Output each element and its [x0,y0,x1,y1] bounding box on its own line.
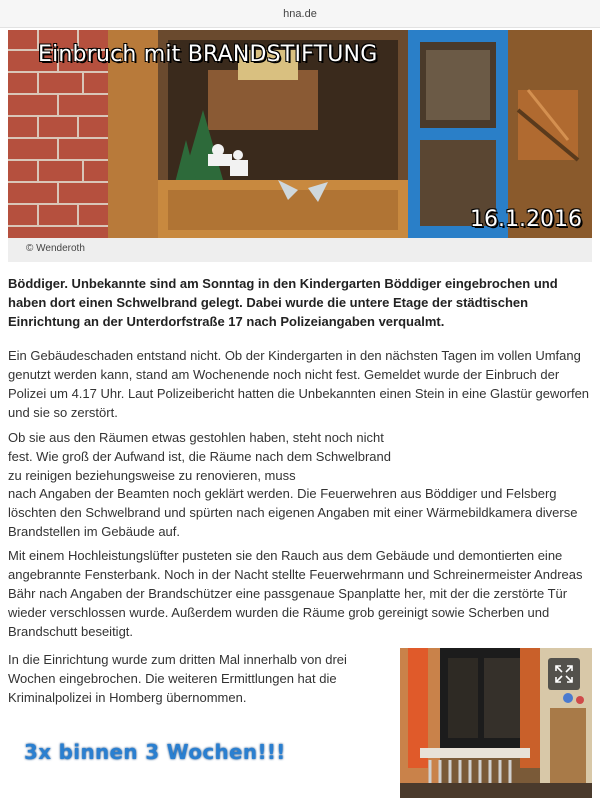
article-paragraph-3: Mit einem Hochleistungslüfter pusteten sie den Rauch aus dem Gebäude und demontierten eine angebrannte Fensterbank. Noch in der Nacht stellte Feuerwehrmann und Schreinermeister Andreas Bähr nach Angaben der Brandschützer eine passgenaue Spanplatte her, mit der die zerstörte Tür wieder verschlossen wurde. Außerdem wurden die Räume grob gereinigt sowie Scherben und Brandschutt beseitigt. [8,548,583,639]
image-credit: © Wenderoth [26,243,85,254]
article-paragraph-2-part-1: Ob sie aus den Räumen etwas gestohlen haben, steht noch nicht fest. Wie groß der Aufwand ist, die Räume nach dem Schwelbrand zu reinigen beziehungsweise zu renovieren, muss [8,430,391,483]
hero-title: Einbruch mit BRANDSTIFTUNG [38,42,378,67]
expand-button[interactable] [548,658,580,690]
image-credit-bar [8,238,592,262]
hero-date: 16.1.2016 [470,207,582,232]
overlay-caption: 3x binnen 3 Wochen!!! [24,740,286,764]
article-paragraph-1: Ein Gebäudeschaden entstand nicht. Ob der Kindergarten in den nächsten Tagen im vollen Umfang genutzt werden kann, stand am Wochenende noch nicht fest. Gemeldet wurde der Einbruch der Polizei um 4.17 Uhr. Laut Polizeibericht hatten die Unbekannten einen Stein in eine Glastür geworfen und sie so zerstört. [8,348,590,420]
gallery-thumbnail[interactable] [400,648,592,798]
browser-url-bar[interactable] [0,0,600,28]
article-lead: Böddiger. Unbekannte sind am Sonntag in den Kindergarten Böddiger eingebrochen und haben dort einen Schwelbrand gelegt. Dabei wurde die untere Etage der städtischen Einrichtung an der Unterdorfstraße 17 nach Polizeiangaben verqualmt. [8,276,558,329]
hero-image[interactable] [8,30,592,238]
article-paragraph-4: In die Einrichtung wurde zum dritten Mal innerhalb von drei Wochen eingebrochen. Die weiteren Ermittlungen hat die Kriminalpolizei in Homberg übernommen. [8,652,347,705]
article-paragraph-2-part-2: nach Angaben der Beamten noch geklärt werden. Die Feuerwehren aus Böddiger und Felsberg löschten den Schwelbrand und spürten nach eigenen Angaben mit einer Wärmebildkamera diverse Brandstellen im Gebäude auf. [8,486,578,539]
expand-icon [555,665,573,683]
url-text: hna.de [283,7,317,20]
